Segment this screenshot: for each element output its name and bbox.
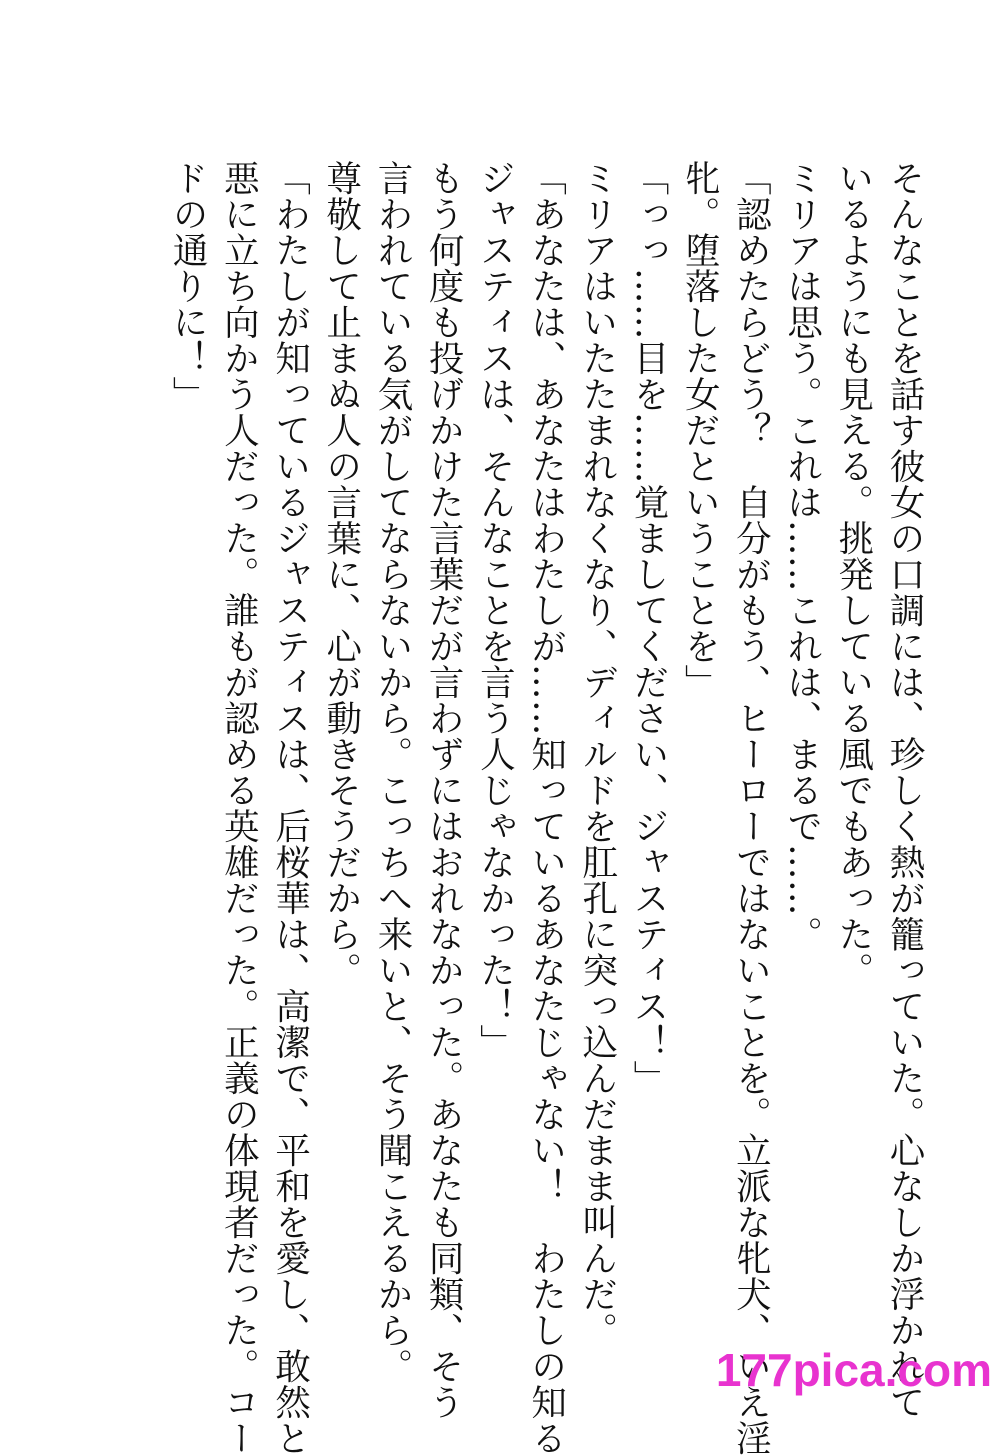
text-line: 悪に立ち向かう人だった。誰もが認める英雄だった。正義の体現者だった。コー	[218, 160, 260, 1456]
watermark: 177pica.com	[715, 1344, 992, 1396]
text-line: そんなことを話す彼女の口調には、珍しく熱が籠っていた。心なしか浮かれて	[884, 160, 925, 1420]
text-line: もう何度も投げかけた言葉だが言わずにはおれなかった。あなたも同類、そう	[423, 160, 465, 1420]
text-line: ドの通りに！」	[167, 160, 209, 412]
text-line: 「あなたは、あなたはわたしが……知っているあなたじゃない！ わたしの知る	[525, 160, 567, 1456]
text-line: ジャスティスは、そんなことを言う人じゃなかった！」	[474, 160, 516, 1060]
text-line: 「わたしが知っているジャスティスは、后桜華は、高潔で、平和を愛し、敢然と	[269, 160, 311, 1456]
text-line: 牝。堕落した女だということを」	[679, 160, 721, 700]
text-line: 「っっ……目を……覚ましてください、ジャスティス！」	[627, 160, 669, 1096]
text-line: 「認めたらどう？ 自分がもう、ヒーローではないことを。立派な牝犬、いえ淫	[730, 160, 772, 1456]
text-line: 尊敬して止まぬ人の言葉に、心が動きそうだから。	[320, 160, 362, 988]
text-line: 言われている気がしてならないから。こっちへ来いと、そう聞こえるから。	[371, 160, 413, 1384]
text-line: ミリアは思う。これは……これは、まるで……。	[781, 160, 823, 952]
text-line: いるようにも見える。挑発している風でもあった。	[832, 160, 874, 988]
text-line: ミリアはいたたまれなくなり、ディルドを肛孔に突っ込んだまま叫んだ。	[576, 160, 618, 1348]
